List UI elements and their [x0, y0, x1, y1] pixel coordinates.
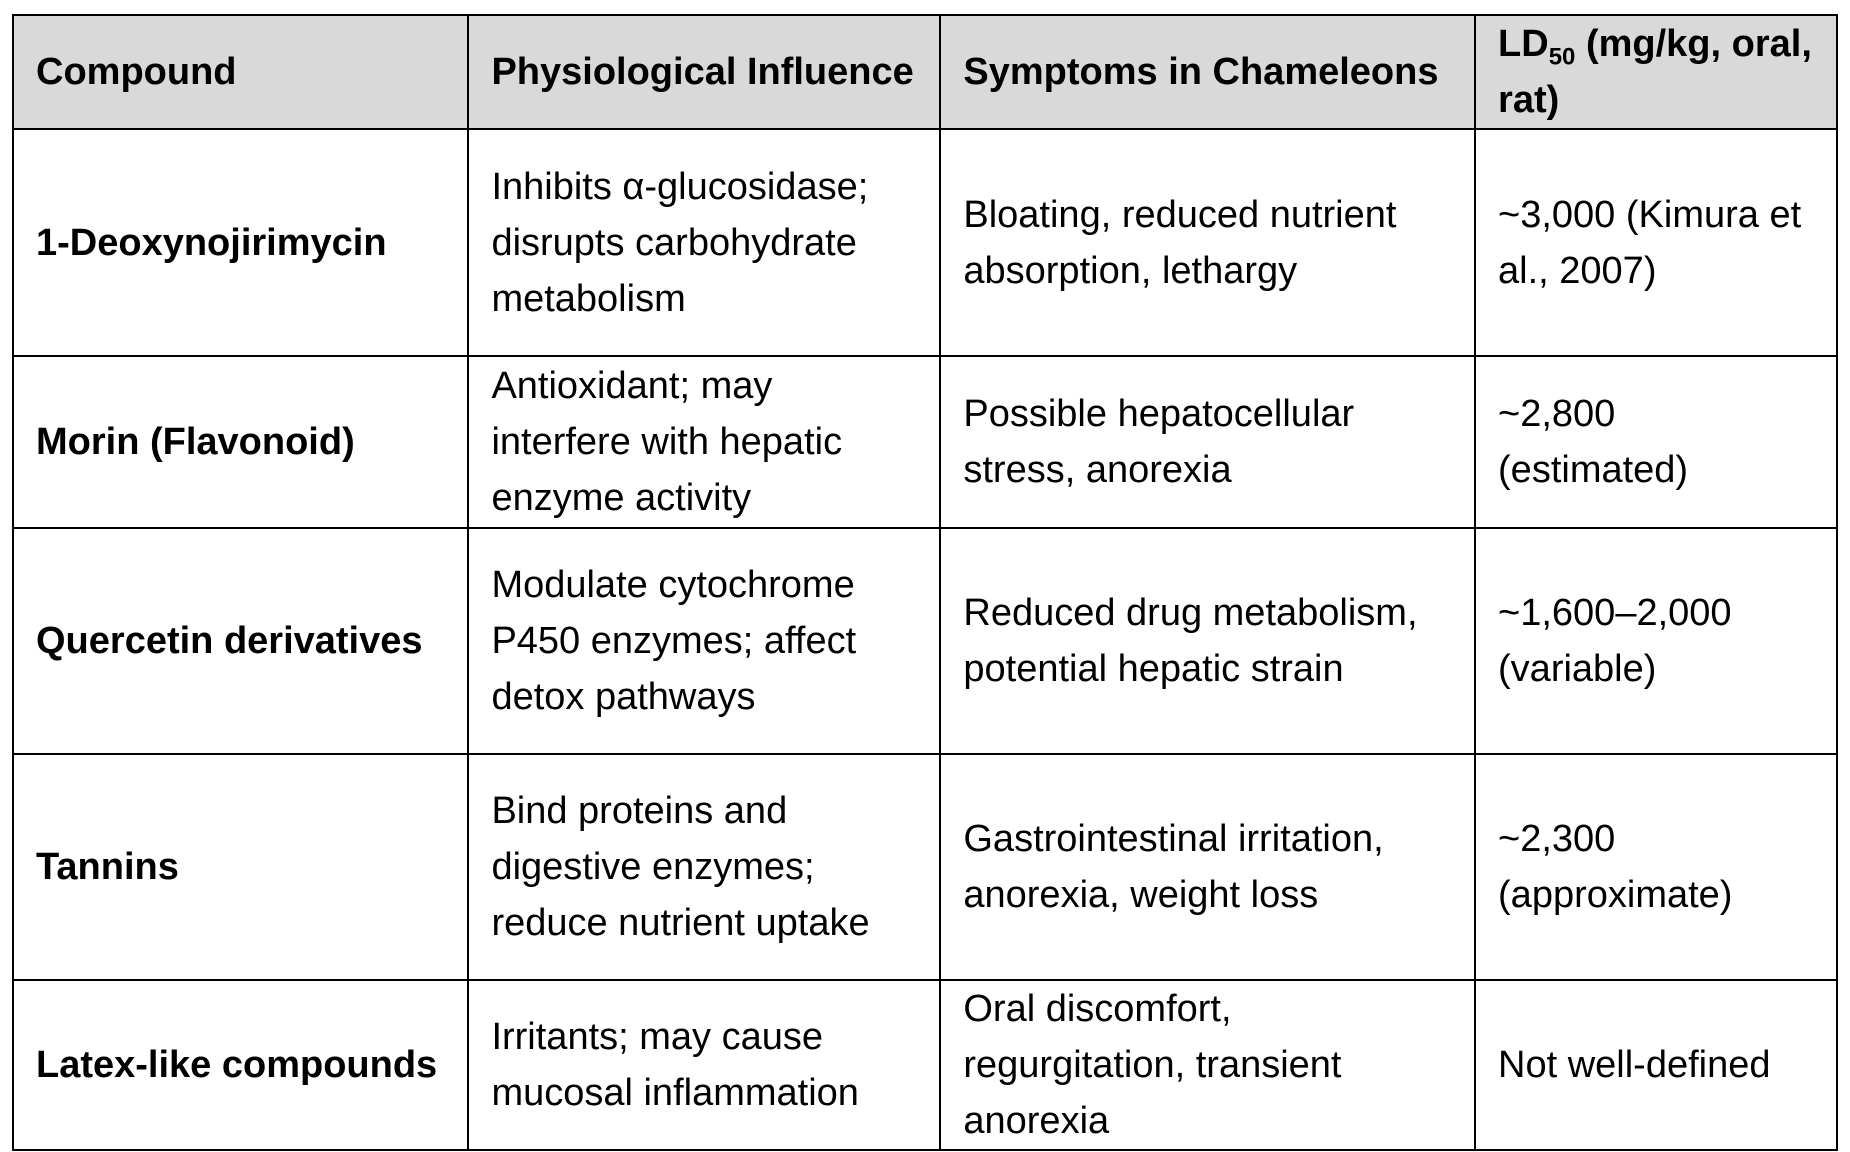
cell-influence: Bind proteins and digestive enzymes; reduce nutrient uptake	[468, 754, 940, 980]
cell-influence: Modulate cytochrome P450 enzymes; affect detox pathways	[468, 528, 940, 754]
header-compound: Compound	[13, 15, 468, 129]
cell-symptoms: Gastrointestinal irritation, anorexia, weight loss	[940, 754, 1475, 980]
table-header-row	[13, 15, 1837, 129]
header-symptoms: Symptoms in Chameleons	[940, 15, 1475, 129]
table-row	[13, 754, 1837, 980]
header-physiological-influence: Physiological Influence	[468, 15, 940, 129]
cell-compound: Tannins	[13, 754, 468, 980]
table-row	[13, 980, 1837, 1150]
cell-influence: Irritants; may cause mucosal inflammation	[468, 980, 940, 1150]
cell-compound: Quercetin derivatives	[13, 528, 468, 754]
cell-ld50: ~2,300 (approximate)	[1475, 754, 1837, 980]
table-row	[13, 129, 1837, 356]
cell-compound: Morin (Flavonoid)	[13, 356, 468, 528]
cell-ld50: Not well-defined	[1475, 980, 1837, 1150]
cell-compound: 1-Deoxynojirimycin	[13, 129, 468, 356]
cell-ld50: ~1,600–2,000 (variable)	[1475, 528, 1837, 754]
cell-symptoms: Possible hepatocellular stress, anorexia	[940, 356, 1475, 528]
cell-influence: Inhibits α-glucosidase; disrupts carbohydrate metabolism	[468, 129, 940, 356]
cell-ld50: ~3,000 (Kimura et al., 2007)	[1475, 129, 1837, 356]
header-ld50-prefix: LD	[1498, 23, 1549, 65]
cell-symptoms: Reduced drug metabolism, potential hepatic strain	[940, 528, 1475, 754]
header-ld50-subscript: 50	[1548, 43, 1576, 71]
header-ld50	[1475, 15, 1837, 129]
header-ld50-suffix: (mg/kg, oral, rat)	[1498, 23, 1812, 121]
table-row	[13, 528, 1837, 754]
cell-symptoms: Bloating, reduced nutrient absorption, lethargy	[940, 129, 1475, 356]
cell-symptoms: Oral discomfort, regurgitation, transient anorexia	[940, 980, 1475, 1150]
cell-influence: Antioxidant; may interfere with hepatic enzyme activity	[468, 356, 940, 528]
table-row	[13, 356, 1837, 528]
cell-ld50: ~2,800 (estimated)	[1475, 356, 1837, 528]
toxicity-table	[12, 14, 1838, 1151]
cell-compound: Latex-like compounds	[13, 980, 468, 1150]
